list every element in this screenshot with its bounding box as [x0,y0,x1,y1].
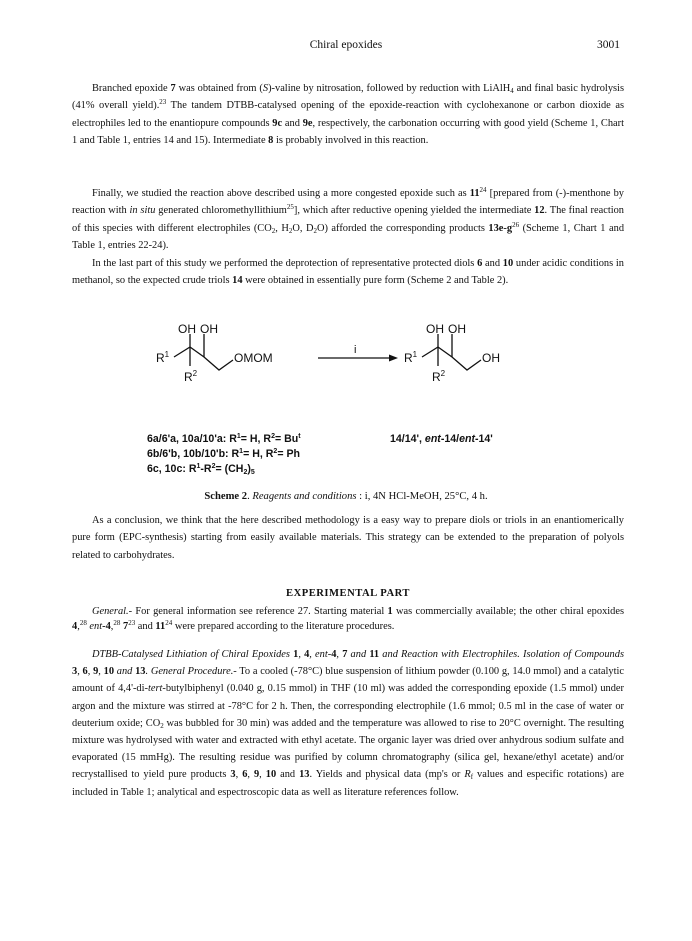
arrow-reagent-label: i [354,344,357,356]
scheme-caption-italic: Reagents and conditions [252,491,357,502]
right-r2-label: $R^2$ [432,369,446,384]
right-oh1-label: OH [426,322,444,336]
paragraph-general: General.- For general information see reference 27. Starting material 1 was commercially available; the other chiral epoxides 4,28 ent-4,28 $7^{23}$ and $11^{24}$ were prepared according to the literature procedures. [72,606,624,633]
page-number: 3001 [597,39,620,51]
compound-line-6a: 6a/6'a, 10a/10'a: $R^1= H$, $R^2= Bu^t$ [147,433,301,445]
left-oh2-label: OH [200,322,218,336]
paragraph-deprotection: In the last part of this study we performed the deprotection of representative protected diols 6 and 10 under acidic conditions in methanol, so the expected crude triols 14 were obtained in essentially pure form (Scheme 2 and Table 2). [72,258,625,287]
reaction-arrow [318,355,398,362]
scheme-caption: Scheme 2. Reagents and conditions : i, 4N HCl-MeOH, 25°C, 4 h. [204,491,488,502]
paragraph-conclusion: As a conclusion, we think that the here described methodology is a easy way to prepare diols or triols in an enantiomerically pure form (EPC-synthesis) starting from easily available materials. This strategy can be extended to the preparation of polyols related to carbohydrates. [72,515,624,561]
right-end-group-label: OH [482,351,500,365]
left-r1-label: $R^1$ [156,350,170,365]
right-r1-label: $R^1$ [404,350,418,365]
compound-line-6c: 6c, 10c: $R^1-R^2= (CH_2)_5$ [147,463,255,476]
right-oh2-label: OH [448,322,466,336]
scheme-caption-conditions: : i, 4N HCl-MeOH, 25°C, 4 h. [356,491,488,502]
scheme-caption-label: Scheme 2 [204,491,248,502]
product-line-14: 14/14', ent-14/ent-14' [390,433,493,445]
paragraph-procedure: DTBB-Catalysed Lithiation of Chiral Epoxides 1, 4, ent-4, 7 and 11 and Reaction with Electrophiles. Isolation of Compounds 3, 6, 9, 10 and 13. General Procedure.- To a cooled (-78°C) blue suspension of lithium powder (0.100 g, 14.0 mmol) and a catalytic amount of 4,4'-di-tert-butylbiphenyl (0.040 g, 0.15 mmol) in THF (10 ml) was added the corresponding epoxide (1.5 mmol) under argon and the mixture was stirred at -78°C for 2 h. Then, the corresponding electrophile (1.6 mmol; 0.5 ml in the case of water or deuterium oxide; $CO_2$ was bubbled for 30 min) was added and the temperature was allowed to rise to 20°C overnight. The resulting mixture was hydrolysed with water and extracted with ethyl acetate. The organic layer was dried over anhydrous sodium sulfate and evaporated (15 mmHg). The resulting residue was purified by column chromatography (silica gel, hexane/ethyl acetate) and/or recrystallised to yield pure products 3, 6, 9, 10 and 13. Yields and physical data (mp's or $R_f$ values and especific rotations) are included in Table 1; analytical and espectroscopic data as well as literature references follow. [72,649,624,798]
right-molecule-skeleton [422,334,481,370]
compound-line-6b: 6b/6'b, 10b/10'b: $R^1= H$, $R^2= Ph$ [147,448,300,460]
left-oh1-label: OH [178,322,196,336]
left-molecule-skeleton [174,334,233,370]
running-head [0,37,692,53]
left-r2-label: $R^2$ [184,369,198,384]
paragraph-congested-epoxide: Finally, we studied the reaction above described using a more congested epoxide such as $11^{24}$ [prepared from (-)-menthone by reaction with in situ generated chloromethyllithium$^{25}$], which after reductive opening yielded the intermediate 12. The final reaction of this species with different electrophiles ($CO_2$, $H_2O$, $D_2O$) afforded the corresponding products $13e-g^{26}$ (Scheme 1, Chart 1 and Table 1, entries 22-24). [72,186,625,252]
scheme-2-reaction-drawing [0,322,692,432]
scheme-2 [0,322,692,462]
left-end-group-label: OMOM [234,351,273,365]
paragraph-branched-epoxide: Branched epoxide 7 was obtained from (S)-valine by nitrosation, followed by reduction with LiAlH$_4$ and final basic hydrolysis (41% overall yield).$^{23}$ The tandem DTBB-catalysed opening of the epoxide-reaction with cyclohexanone or carbon dioxide as electrophiles led to the enantiopure compounds 9c and 9e, respectively, the carbonation occurring with good yield (Scheme 1, Chart 1 and Table 1, entries 14 and 15). Intermediate 8 is probably involved in this reaction. [72,83,624,147]
running-title: Chiral epoxides [309,39,383,51]
section-heading: EXPERIMENTAL PART [286,588,410,599]
